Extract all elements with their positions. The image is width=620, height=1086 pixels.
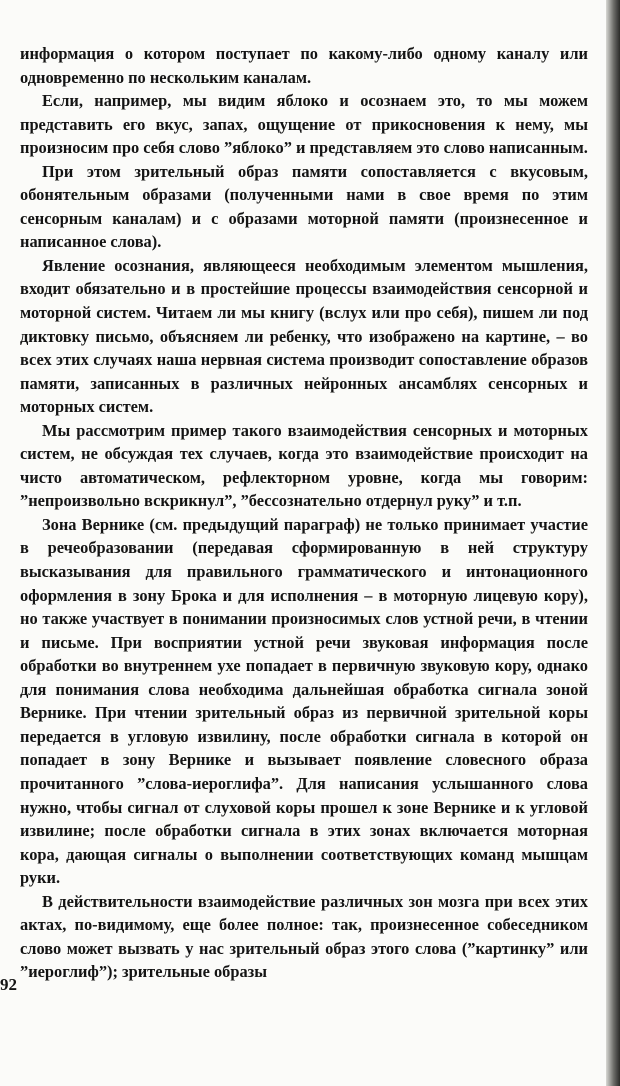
page-binding-edge (606, 0, 620, 1086)
page-number: 92 (0, 975, 17, 994)
paragraph: Явление осознания, являющееся необходимым элементом мышления, входит обязательно и в простейшие процессы взаимодействия сенсорной и моторной систем. Читаем ли мы книгу (вслух или про себя), пишем ли под диктовку письмо, объясняем ли ребенку, что изображено на картине, – во всех этих случаях наша нервная система производит сопоставление образов памяти, записанных в различных нейронных ансамблях сенсорных и моторных систем. (20, 255, 588, 417)
paragraph: В действительности взаимодействие различных зон мозга при всех этих актах, по-видимому, еще более полное: так, произнесенное собеседником слово может вызвать у нас зрительный образ этого слова (”картинку” или ”иероглиф”); зрительные образы (20, 891, 588, 982)
paragraph: информация о котором поступает по какому-либо одному каналу или одновременно по нескольким каналам. (20, 44, 588, 87)
paragraph: Если, например, мы видим яблоко и осознаем это, то мы можем представить его вкус, запах, ощущение от прикосновения к нему, мы произносим про себя слово ”яблоко” и представляем это слово написанным. (20, 91, 588, 158)
paragraph: При этом зрительный образ памяти сопоставляется с вкусовым, обонятельным образами (полученными нами в свое время по этим сенсорным каналам) и с образами моторной памяти (произнесенное и написанное слова). (20, 161, 588, 252)
paragraph: Зона Вернике (см. предыдущий параграф) не только принимает участие в речеобразовании (передавая сформированную в ней структуру высказывания для правильного грамматического и интонационного оформления в зону Брока и для исполнения – в моторную лицевую кору), но также участвует в понимании произносимых слов устной речи, в чтении и письме. При восприятии устной речи звуковая информация после обработки во внутреннем ухе попадает в первичную звуковую кору, однако для понимания слова необходима дальнейшая обработка сигнала зоной Вернике. При чтении зрительный образ из первичной зрительной коры передается в угловую извилину, после обработки сигнала в которой он попадает в зону Вернике и вызывает появление словесного образа прочитанного ”слова-иероглифа”. Для написания услышанного слова нужно, чтобы сигнал от слуховой коры прошел к зоне Вернике и к угловой извилине; после обработки сигнала в этих зонах включается моторная кора, дающая сигналы о выполнении соответствующих команд мышцам руки. (20, 514, 588, 888)
body-text (20, 42, 588, 984)
paragraph: Мы рассмотрим пример такого взаимодействия сенсорных и моторных систем, не обсуждая тех случаев, когда это взаимодействие происходит на чисто автоматическом, рефлекторном уровне, когда мы говорим: ”непроизвольно вскрикнул”, ”бессознательно отдернул руку” и т.п. (20, 420, 588, 511)
